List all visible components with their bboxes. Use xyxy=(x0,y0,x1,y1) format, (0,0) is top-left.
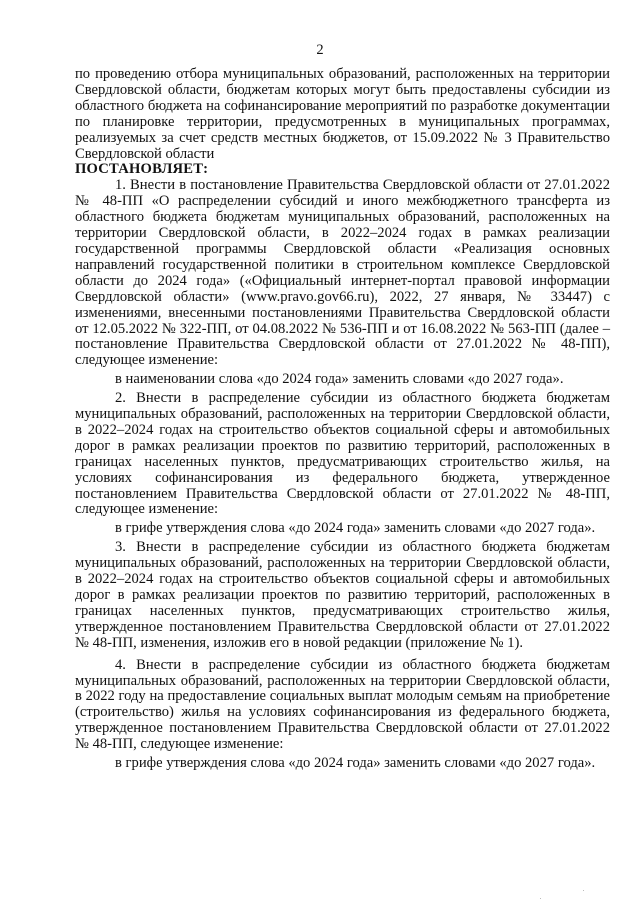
paragraph-3: 3. Внести в распределение субсидии из областного бюджета бюджетам муниципальных образований, расположенных на территории Свердловской области, в 2022–2024 годах на строительство объектов социальной сферы и автомобильных дорог в рамках реализации проектов по развитию территорий, расположенных в границах населенных пунктов, предусматривающих строительство жилья, утвержденное постановлением Правительства Свердловской области от 27.01.2022 № 48-ПП, изменения, изложив его в новой редакции (приложение № 1). xyxy=(75,539,610,651)
intro-paragraph: по проведению отбора муниципальных образований, расположенных на территории Свердловской области, бюджетам которых могут быть предоставлены субсидии из областного бюджета на софинансирование мероприятий по разработке документации по планировке территории, предусмотренных в муниципальных программах, реализуемых за счет средств местных бюджетов, от 15.09.2022 № 3 Правительство Свердловской области xyxy=(75,66,610,162)
document-body xyxy=(75,67,610,772)
page-number: 2 xyxy=(316,42,324,58)
resolution-heading: ПОСТАНОВЛЯЕТ: xyxy=(75,161,209,178)
paragraph-2: 2. Внести в распределение субсидии из областного бюджета бюджетам муниципальных образований, расположенных на территории Свердловской области, в 2022–2024 годах на строительство объектов социальной сферы и автомобильных дорог в рамках реализации проектов по развитию территорий, расположенных в границах населенных пунктов, предусматривающих строительство жилья, на условиях софинансирования из федерального бюджета, утвержденное постановлением Правительства Свердловской области от 27.01.2022 № 48-ПП, следующее изменение: xyxy=(75,390,610,518)
paragraph-1: 1. Внести в постановление Правительства Свердловской области от 27.01.2022 № 48-ПП «О распределении субсидий и иного межбюджетного трансферта из областного бюджета бюджетам муниципальных образований, расположенных на территории Свердловской области, в 2022–2024 годах в рамках реализации государственной программы Свердловской области «Реализация основных направлений государственной политики в строительном комплексе Свердловской области до 2024 года» («Официальный интернет-портал правовой информации Свердловской области» (www.pravo.gov66.ru), 2022, 27 января, № 33447) с изменениями, внесенными постановлениями Правительства Свердловской области от 12.05.2022 № 322-ПП, от 04.08.2022 № 536-ПП и от 16.08.2022 № 563-ПП (далее – постановление Правительства Свердловской области от 27.01.2022 № 48-ПП), следующее изменение: xyxy=(75,177,610,369)
paragraph-4-change: в грифе утверждения слова «до 2024 года» заменить словами «до 2027 года». xyxy=(115,755,596,772)
scan-speck xyxy=(583,890,584,891)
paragraph-4: 4. Внести в распределение субсидии из областного бюджета бюджетам муниципальных образований, расположенных на территории Свердловской области, в 2022 году на предоставление социальных выплат молодым семьям на приобретение (строительство) жилья на условиях софинансирования из федерального бюджета, утвержденное постановлением Правительства Свердловской области от 27.01.2022 № 48-ПП, следующее изменение: xyxy=(75,656,610,753)
scan-speck xyxy=(540,898,541,899)
paragraph-1-change: в наименовании слова «до 2024 года» заменить словами «до 2027 года». xyxy=(115,371,564,388)
paragraph-2-change: в грифе утверждения слова «до 2024 года» заменить словами «до 2027 года». xyxy=(115,520,596,537)
